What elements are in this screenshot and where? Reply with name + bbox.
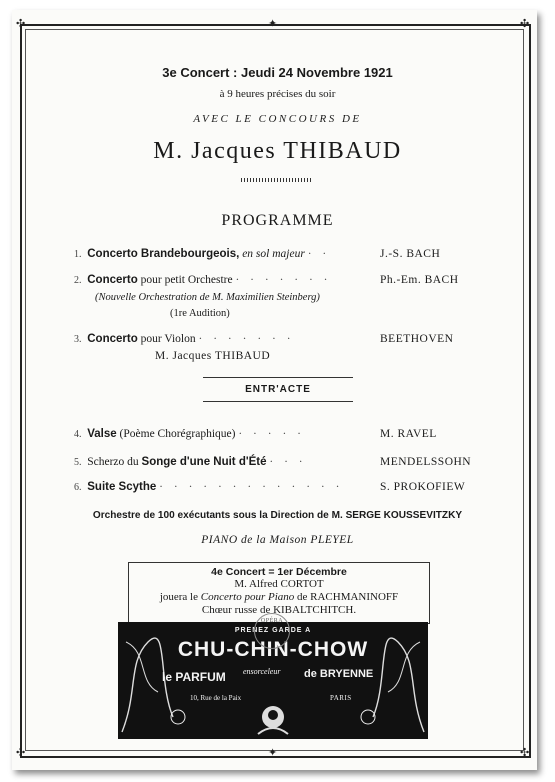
work-prefix: jouera le xyxy=(159,591,199,603)
composer-3: BEETHOVEN xyxy=(380,333,454,345)
item-3-soloist: M. Jacques THIBAUD xyxy=(155,350,271,362)
work-title: Concerto pour Piano xyxy=(200,591,295,603)
composer-4: M. RAVEL xyxy=(380,428,437,440)
concert-date-line: 3e Concert : Jeudi 24 Novembre 1921 xyxy=(162,65,393,80)
orchestra-line: Orchestre de 100 exécutants sous la Direction de M. SERGE KOUSSEVITZKY xyxy=(92,509,463,521)
item-number: 4. xyxy=(74,429,82,440)
programme-item-4 xyxy=(74,428,305,440)
work-detail: en sol majeur xyxy=(242,248,305,260)
composer-2: Ph.-Em. BACH xyxy=(380,274,459,286)
programme-item-6 xyxy=(74,481,343,493)
item-number: 6. xyxy=(74,482,82,493)
stamp-text: OPÉRA xyxy=(260,618,284,624)
ad-le-parfum: le PARFUM xyxy=(162,670,226,684)
piano-line: PIANO de la Maison PLEYEL xyxy=(201,534,354,546)
work-title: Concerto xyxy=(87,333,138,345)
leader-dots: · · xyxy=(307,248,331,260)
work-detail: pour Violon xyxy=(140,333,196,345)
ornament-divider xyxy=(241,178,313,182)
composer-5: MENDELSSOHN xyxy=(380,456,472,468)
ad-de-bryenne: de BRYENNE xyxy=(304,668,374,680)
entracte-rule-bottom xyxy=(203,401,353,402)
soloist-name: M. Jacques THIBAUD xyxy=(153,138,402,164)
work-detail: (Poème Chorégraphique) xyxy=(119,428,236,440)
corner-ornament-icon: ✣ xyxy=(520,18,530,30)
item-number: 5. xyxy=(74,457,82,468)
next-concert-date: 4e Concert = 1er Décembre xyxy=(211,566,347,578)
next-concert-artist: M. Alfred CORTOT xyxy=(234,578,324,590)
corner-ornament-icon: ✣ xyxy=(16,18,26,30)
programme-item-1 xyxy=(74,248,330,260)
corner-ornament-icon: ✣ xyxy=(520,747,530,759)
item-number: 3. xyxy=(74,334,82,345)
programme-title: PROGRAMME xyxy=(221,212,334,229)
entracte-label: ENTR'ACTE xyxy=(245,384,311,395)
leader-dots: · · · · · · · xyxy=(198,333,295,345)
opera-stamp xyxy=(254,613,290,649)
composer-1: J.-S. BACH xyxy=(380,248,441,260)
work-title: Concerto Brandebourgeois, xyxy=(87,248,240,260)
corner-ornament-icon: ✣ xyxy=(16,747,26,759)
time-line: à 9 heures précises du soir xyxy=(219,88,336,100)
leader-dots: · · · · · · · xyxy=(235,274,332,286)
work-title: Songe d'une Nuit d'Été xyxy=(141,456,267,468)
programme-item-5 xyxy=(74,456,307,468)
programme-item-2 xyxy=(74,274,332,286)
work-prefix: Scherzo du xyxy=(87,456,139,468)
entracte-rule-top xyxy=(203,377,353,378)
work-title: Suite Scythe xyxy=(87,481,157,493)
item-number: 1. xyxy=(74,249,82,260)
item-2-note: (Nouvelle Orchestration de M. Maximilien Steinberg) xyxy=(95,292,320,303)
item-2-audition: (1re Audition) xyxy=(170,308,230,319)
leader-dots: · · · xyxy=(269,456,307,468)
top-ornament-icon: ✦ xyxy=(268,18,278,30)
ad-tagline: PRENEZ GARDE A xyxy=(234,627,312,634)
work-detail: pour petit Orchestre xyxy=(140,274,233,286)
composer-6: S. PROKOFIEW xyxy=(380,481,466,493)
avec-line: AVEC LE CONCOURS DE xyxy=(193,113,362,125)
ad-city: PARIS xyxy=(330,694,352,702)
leader-dots: · · · · · · · · · · · · · xyxy=(159,481,344,493)
ad-brand: CHU-CHIN-CHOW xyxy=(177,638,369,661)
ad-address: 10, Rue de la Paix xyxy=(190,694,242,702)
programme-item-3 xyxy=(74,333,295,345)
ad-ensorceleur: ensorceleur xyxy=(243,667,281,676)
bottom-ornament-icon: ✦ xyxy=(268,747,278,759)
next-concert-work xyxy=(129,591,429,604)
work-title: Concerto xyxy=(87,274,138,286)
leader-dots: · · · · · xyxy=(238,428,305,440)
work-title: Valse xyxy=(87,428,117,440)
item-number: 2. xyxy=(74,275,82,286)
next-concert-choir: Chœur russe de KIBALTCHITCH. xyxy=(201,604,357,616)
work-composer: de RACHMANINOFF xyxy=(297,591,399,603)
